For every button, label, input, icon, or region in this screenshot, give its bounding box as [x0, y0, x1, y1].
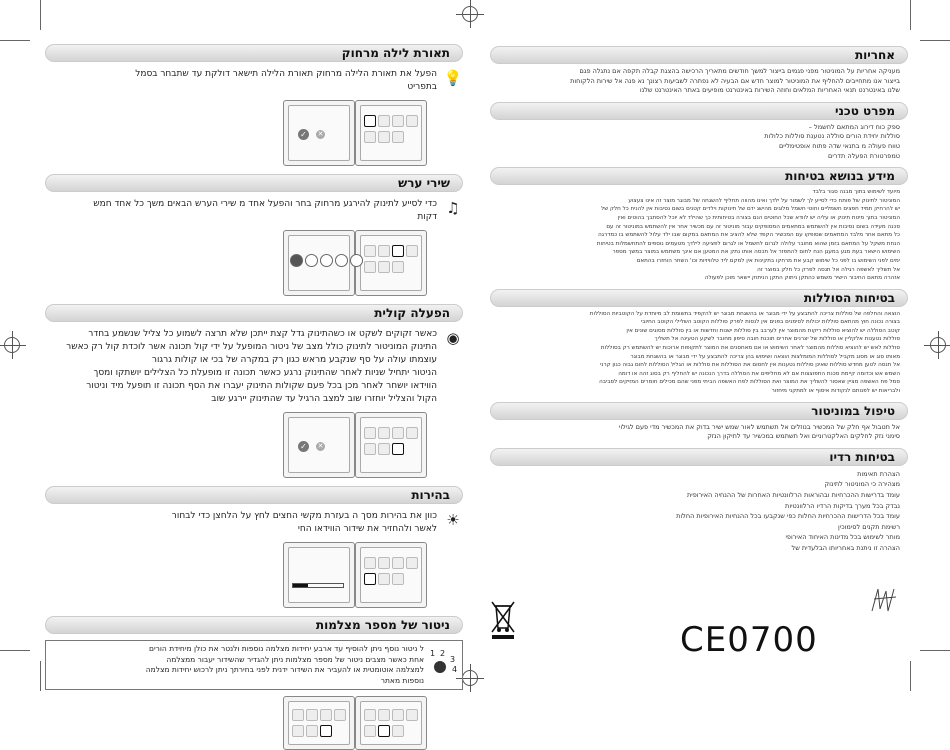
- voice-activation-icon: ◉: [446, 329, 460, 347]
- section-header-lullaby: שירי ערש: [45, 174, 463, 192]
- crop-mark: [0, 650, 30, 651]
- section-header-safety: מידע בנושא בטיחות: [490, 167, 908, 185]
- parent-unit-song-select: [283, 230, 355, 296]
- voice-text: כאשר זקוקים לשקט או כשהתינוק גדל קצת ייתכן שלא תרצה לשמוע כל צליל שנשמע בחדר התינוק המוניטור לתינוק כולל מצב של ניטור המופעל על ידי קול תכונה אשר לוכדת קול רק כאשר עוצמתו עולה על סף שנקבע מראש כגון רק במקרה של בכי או קולות גרגור הניטור יתחיל שניות לאחר שהתינוק נרגע כאשר תכונה זו מופעלת כל הצלילים יושתקו ומסך הווידאו יושחר לאחר מכן בכל פעם שקולות התינוק יעברו את הסף תכונה זו תופעל מיד וניטור הקול והצליל יוחזרו שוב למצב הרגיל עד שהתינוק יירגע שוב: [66, 329, 437, 404]
- camera-numbers-icon: 1 2 3 4: [430, 649, 458, 675]
- camera-info-box: [45, 640, 463, 690]
- crop-mark: [920, 40, 950, 41]
- radio-text: הצהרת תאימות מצהירה כי המוניטור לתינוק עומד בדרישות ההכרחיות ובהוראות הרלוונטיות האחרות של ההנחיה האירופית נבדק בכל מערך בדיקות הרדיו הרלוונטיות עומד בכל הדרישות ההכרחיות החלות כפי שנקבעו בכל ההנחיות האירופיות החלות רשימת תקנים לסימוכין מותר לשימוש בכל מדינות האיחוד האירופי הצהרה זו ניתנת באחריותו הבלעדית של: [676, 469, 900, 552]
- cancel-x-icon: ✕: [317, 442, 324, 450]
- confirm-check-icon: ✓: [298, 129, 309, 140]
- section-header-radio: בטיחות רדיו: [490, 448, 908, 466]
- camera-menu-icon: [378, 725, 390, 737]
- section-nightlight: [45, 44, 463, 170]
- crop-mark: [40, 0, 41, 30]
- lullaby-menu-icon: [392, 245, 404, 257]
- parent-unit-screen: [355, 542, 427, 608]
- parent-unit-screen: [355, 696, 427, 750]
- section-header-care: טיפול במוניטור: [490, 402, 908, 420]
- nightlight-text: הפעל את תאורת הלילה מרחוק תאורת הלילה תישאר דולקת עד שתבחר בסמל בתפריט: [135, 69, 437, 92]
- cancel-x-icon: ✕: [317, 130, 324, 138]
- music-note-icon: ♫: [446, 199, 460, 217]
- brightness-text: כוון את בהירות מסך ה בעזרת מקשי החצים לחץ על הלחצן כדי לבחור לאשר ולהחזיר את שידור הווידאו החי: [171, 511, 437, 534]
- section-brightness: [45, 486, 463, 610]
- nightlight-bulb-icon: 💡: [443, 69, 463, 87]
- ce-mark: CE0700: [680, 620, 818, 660]
- section-voice: [45, 304, 463, 482]
- camera-switch-icon: [320, 725, 332, 737]
- weee-bin-icon: [490, 600, 516, 640]
- lullaby-text: כדי לסייע לתינוק להירגע מרחוק בחר והפעל אחד מ שירי הערש הבאים משך כל אחד חמש דקות: [93, 199, 437, 222]
- parent-unit-screen: [355, 412, 427, 478]
- camera-text: ל ניטור נוסף ניתן להוסיף עד ארבע יחידות מצלמה נוספות ולנטר את כולן מיחידת הורים אחת כאשר מצבים ניטור של מספר מצלמות ניתן להגדיר שהשידור יעבור ממצלמה למצלמה אוטומטית או להעביר את השידור ידנית לפני בחירתך ניתן לרכוש יחידות מצלמה נוספות מאתר: [145, 644, 424, 685]
- section-header-warranty: אחריות: [490, 46, 908, 64]
- bulb-menu-icon: [364, 115, 376, 127]
- section-header-battery: בטיחות הסוללות: [490, 289, 908, 307]
- parent-unit-confirm-screen: [283, 412, 355, 478]
- sun-brightness-icon: ☀: [446, 511, 460, 529]
- safety-text: מיועד לשימוש בתוך מבנה סגור בלבד המוניטור לתינוק של פותח כדי לסייע לך לשמור על ילדך ואינו מהווה תחליף להשגחה של מבוגר מוצר זה אינו צעצוע יש להרחיק תמיד חפצים חשמליים וחוטי חשמל מלוגים מהישג ידם של תינוקות וילדים קטנים בשום נסיבות אין להניח כל חלק של המוניטור בתוך מיטת תינוק או עליה יש לוודא שכל החוטים הנם בצורה בטיחותית כך שהילד לא יוכל להסתבך בהוטים ואין סכנה מעידה בשום נסיבות אין להשתמש במתאמים המסופקים עבור מוניטור זה עם מכשיר אחר אין להשתמש במוניטור זה עם כל מתאם אחר מלבד המתאמים שסופקו עם המכשיר הקפד שלא להציב את המתאם במקום שבו ילד עלול להשתמש בו כמדרגה הנחת משקל על המתאם בזמן שהוא מחובר עלולה לגרום לחשמל או לגרום לפציעה לילדך מטעמים נוספים להתחשמלות בטיחות השימוש הישאר בעת מגע במעגן הנח לחום להתפזר אל תכסה אותו נתק את המטען אם אינך משתמש במוצר במשך מספר ימים לפני השימוש בו לפני כל שימוש קבע את מרחקו בתקינות אין למקם ליד טלוויזיות וכו' השחר הוחזרו בהתאם אל תשליך לאשפה רגילה אל תנסה לפרק כל חלק במוצר זה אזהרה מתאם החיבור הישיר משמש כהתקן ניתוק התקן הניתוק יישאר מוכן לפעולה: [596, 189, 900, 282]
- section-camera: [45, 616, 463, 750]
- battery-text: הוצאה והחלפה של סוללות צריכה להתבצע על ידי מבוגר או בהשגחת מבוגר יש להקפיד בתשומת לב מיוחדת על הקוטביות הסוללות בצורה נכונה חוץ מהתאם סוללות יכולות לסימנים בפנים אין לנסות לפרק סוללות הקוטב השלילי הקוטב החיובי קוטב הסוללה יש להוציא סוללות ריקות מהמוצר אין לערבב בין סוללות ישנות וחדשות או בין סוללות מסוגים שונים אין סוללות נטענות אלקליין או סוללות של יצרנים אחרים תוכנת חובה סיפון מחובר לשקע הטעינה אל תשליך סוללות לאש יש להוציא סוללות מהמוצר לאחר השימוש או אם מאחסנים את המוצר לתקופות ארוכות יש להשתמש רק בסוללות מאותו סוג או מסוג מקביל לסוללות המומלצות הוצאה ושימוש בהן צריכה להתבצע על ידי מבוגר או בהשגחת מבוגר אל תנסה לטען מחדש סוללות שאינן סוללות נטענות אין לחסום את הסוללות את סוללות או הגליל הסוללות לחום גבוה כגון קרני השמש אש וכדומה קיימת סכנת התפוצצות אם לא מחליפים את הסוללה בדרך הנכונה יש להחליף רק בסוג זהה או דומה סמל פח האשפה מציין שאסור להשליך את המוצר ואת הסוללות לפח האשפה הביתי מפני שהם מכילים חומרים המזיקים לסביבה ולבריאות יש לפנותם לנקודות איסוף או למתקני מיחזור: [589, 310, 900, 395]
- specs-text: ספק כוח דירוג המתאם לחשמל – סוללות יחידת הורים סוללה נטענת סוללות כלולות טווח פעולה מ בתנאי שדה פתוח אופטימליים טמפרטורת הפעלה תדרים: [764, 122, 900, 160]
- confirm-check-icon: ✓: [298, 441, 309, 452]
- parent-unit-screen: [355, 230, 427, 296]
- left-column: [45, 44, 463, 750]
- brightness-menu-icon: [364, 573, 376, 585]
- parent-unit-brightness-screen: [283, 542, 355, 608]
- parent-unit-screen-alt: [283, 696, 355, 750]
- care-text: אל תטבול אף חלק של המכשיר בנוזלים אל תשתמש לאור שמש ישיר בדוק את המכשיר מדי פעם לגילוי סימני נזק לחלקים האלקטרוניים ואל תשתמש במכשיר עד לתיקון הנזק: [618, 422, 900, 441]
- section-header-voice: הפעלה קולית: [45, 304, 463, 322]
- brightness-slider[interactable]: [292, 583, 344, 588]
- song-selector[interactable]: [290, 254, 363, 267]
- warranty-text: מעניקה אחריות על המוניטור מפני פגמים בייצור למשך חודשים מתאריך הרכישה בהצגת קבלה תקפה אם נתגלה פגם בייצור אנו מתחייבים להחליף את המוניטור למוצר חדש אם הבעיה לא נפתרה לשביעות רצונך נא פנה אל שירות הלקוחות שלנו באינטרנט תנאי האחריות המלאים וחוזה השירות באינטרנט מופיעים באתר האינטרנט שלנו: [570, 67, 900, 95]
- crop-mark: [910, 661, 911, 691]
- section-header-specs: מפרט טכני: [490, 102, 908, 120]
- section-header-brightness: בהירות: [45, 486, 463, 504]
- crop-mark: [40, 661, 41, 691]
- section-header-camera: ניטור של מספר מצלמות: [45, 616, 463, 634]
- section-header-nightlight: תאורת לילה מרחוק: [45, 44, 463, 62]
- parent-unit-confirm-screen: [283, 100, 355, 166]
- section-lullaby: [45, 174, 463, 300]
- crop-mark: [910, 0, 911, 30]
- right-column: [490, 46, 908, 558]
- crop-mark: [0, 40, 30, 41]
- parent-unit-screen: [355, 100, 427, 166]
- crop-mark: [920, 650, 950, 651]
- voice-menu-icon: [392, 443, 404, 455]
- signature-scribble: [870, 585, 898, 615]
